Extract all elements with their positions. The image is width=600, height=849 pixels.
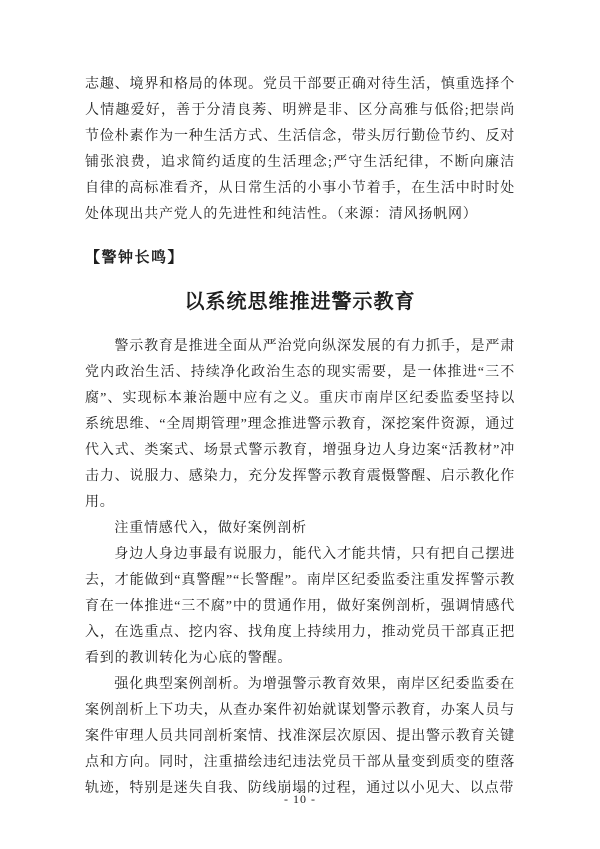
- page-number: - 10 -: [284, 792, 316, 806]
- intro-paragraph: 警示教育是推进全面从严治党向纵深发展的有力抓手，是严肃党内政治生活、持续净化政治生态的现实需要，是一体推进“三不腐”、实现标本兼治题中应有之义。重庆市南岸区纪委监委坚持以系统思维、“全周期管理”理念推进警示教育，深挖案件资源，通过代入式、类案式、场景式警示教育，增强身边人身边案“活教材”冲击力、说服力、感染力，充分发挥警示教育震慑警醒、启示教化作用。: [85, 339, 515, 510]
- continued-paragraph: 志趣、境界和格局的体现。党员干部要正确对待生活，慎重选择个人情趣爱好，善于分清良莠、明辨是非、区分高雅与低俗;把崇尚节俭朴素作为一种生活方式、生活信念，带头厉行勤俭节约、反对铺张浪费，追求简约适度的生活理念;严守生活纪律，不断向廉洁自律的高标准看齐，从日常生活的小事小节着手，在生活中时时处处体现出共产党人的先进性和纯洁性。（来源：清风扬帆网）: [85, 77, 515, 222]
- text-block: [85, 72, 515, 802]
- case-analysis-paragraph: 强化典型案例剖析。为增强警示教育效果，南岸区纪委监委在案例剖析上下功夫，从查办案件初始就谋划警示教育，办案人员与案件审理人员共同剖析案情、找准深层次原因、提出警示教育关键点和方向。同时，注重描绘违纪违法党员干部从量变到质变的堕落轨迹，特别是迷失自我、防线崩塌的过程，通过以小见大、以点带: [85, 677, 515, 796]
- article-title: 以系统思维推进警示教育: [184, 291, 416, 313]
- section-label: 【警钟长鸣】: [85, 250, 185, 266]
- subheading: 注重情感代入，做好案例剖析: [114, 521, 307, 536]
- empathy-paragraph: 身边人身边事最有说服力，能代入才能共情，只有把自己摆进去，才能做到“真警醒”“长警醒”。南岸区纪委监委注重发挥警示教育在一体推进“三不腐”中的贯通作用，做好案例剖析，强调情感代入，在选重点、挖内容、找角度上持续用力，推动党员干部真正把看到的教训转化为心底的警醒。: [85, 547, 515, 666]
